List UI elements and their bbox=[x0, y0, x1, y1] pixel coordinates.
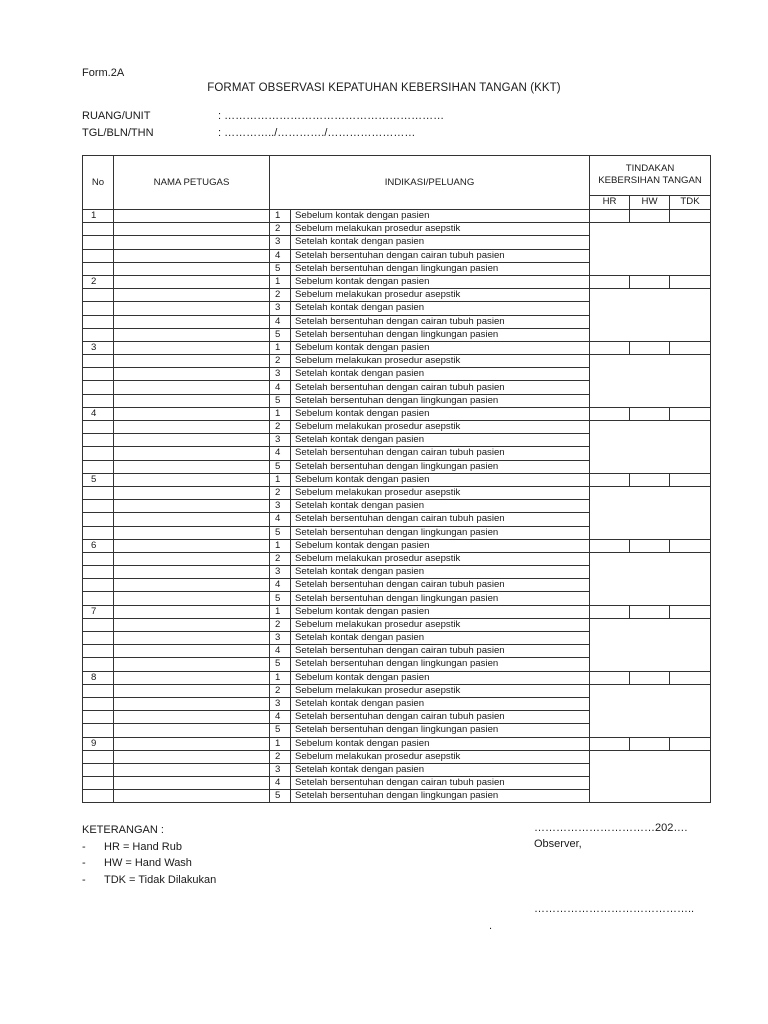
table-row bbox=[83, 605, 711, 618]
tdk-checkbox-cell[interactable] bbox=[670, 275, 711, 288]
row-number-empty bbox=[83, 513, 114, 526]
tdk-checkbox-cell[interactable] bbox=[670, 407, 711, 420]
nama-petugas-cell[interactable] bbox=[114, 750, 270, 763]
row-number-empty bbox=[83, 645, 114, 658]
indikasi-number: 1 bbox=[270, 671, 291, 684]
tindakan-merged-cell bbox=[590, 486, 711, 539]
indikasi-text: Sebelum melakukan prosedur asepstik bbox=[291, 684, 590, 697]
nama-petugas-cell[interactable] bbox=[114, 381, 270, 394]
indikasi-number: 4 bbox=[270, 381, 291, 394]
nama-petugas-cell[interactable] bbox=[114, 711, 270, 724]
table-row bbox=[83, 750, 711, 763]
table-row bbox=[83, 486, 711, 499]
tdk-checkbox-cell[interactable] bbox=[670, 605, 711, 618]
table-row bbox=[83, 552, 711, 565]
indikasi-number: 5 bbox=[270, 262, 291, 275]
indikasi-text: Setelah bersentuhan dengan lingkungan pasien bbox=[291, 724, 590, 737]
indikasi-text: Sebelum melakukan prosedur asepstik bbox=[291, 355, 590, 368]
indikasi-number: 3 bbox=[270, 697, 291, 710]
table-row bbox=[83, 210, 711, 223]
nama-petugas-cell[interactable] bbox=[114, 500, 270, 513]
indikasi-text: Setelah bersentuhan dengan cairan tubuh pasien bbox=[291, 711, 590, 724]
nama-petugas-cell[interactable] bbox=[114, 355, 270, 368]
header-tindakan: TINDAKAN KEBERSIHAN TANGAN bbox=[590, 156, 711, 196]
row-number-empty bbox=[83, 368, 114, 381]
row-number-empty bbox=[83, 763, 114, 776]
row-number-empty bbox=[83, 289, 114, 302]
indikasi-number: 5 bbox=[270, 394, 291, 407]
indikasi-number: 2 bbox=[270, 421, 291, 434]
indikasi-text: Sebelum kontak dengan pasien bbox=[291, 407, 590, 420]
row-number-empty bbox=[83, 262, 114, 275]
row-number-empty bbox=[83, 302, 114, 315]
indikasi-number: 1 bbox=[270, 605, 291, 618]
table-row bbox=[83, 223, 711, 236]
indikasi-number: 1 bbox=[270, 473, 291, 486]
indikasi-text: Sebelum melakukan prosedur asepstik bbox=[291, 750, 590, 763]
row-number-empty bbox=[83, 592, 114, 605]
date-label: TGL/BLN/THN bbox=[82, 127, 154, 139]
indikasi-text: Sebelum kontak dengan pasien bbox=[291, 275, 590, 288]
indikasi-number: 5 bbox=[270, 790, 291, 803]
nama-petugas-cell[interactable] bbox=[114, 236, 270, 249]
indikasi-number: 3 bbox=[270, 566, 291, 579]
table-row bbox=[83, 289, 711, 302]
header-hr: HR bbox=[590, 195, 630, 209]
indikasi-text: Setelah bersentuhan dengan cairan tubuh pasien bbox=[291, 645, 590, 658]
indikasi-text: Sebelum melakukan prosedur asepstik bbox=[291, 552, 590, 565]
indikasi-text: Setelah bersentuhan dengan lingkungan pasien bbox=[291, 394, 590, 407]
indikasi-number: 4 bbox=[270, 447, 291, 460]
header-no: No bbox=[83, 156, 114, 210]
row-number-empty bbox=[83, 486, 114, 499]
indikasi-number: 4 bbox=[270, 777, 291, 790]
tindakan-merged-cell bbox=[590, 750, 711, 803]
row-number-empty bbox=[83, 328, 114, 341]
indikasi-text: Sebelum melakukan prosedur asepstik bbox=[291, 223, 590, 236]
row-number: 9 bbox=[83, 737, 114, 750]
hw-checkbox-cell[interactable] bbox=[630, 210, 670, 223]
nama-petugas-cell[interactable] bbox=[114, 684, 270, 697]
indikasi-number: 4 bbox=[270, 579, 291, 592]
legend-dash: - bbox=[82, 873, 86, 886]
hr-checkbox-cell[interactable] bbox=[590, 210, 630, 223]
tindakan-merged-cell bbox=[590, 684, 711, 737]
nama-petugas-cell[interactable] bbox=[114, 421, 270, 434]
row-number: 5 bbox=[83, 473, 114, 486]
row-number-empty bbox=[83, 632, 114, 645]
table-row bbox=[83, 275, 711, 288]
table-row bbox=[83, 421, 711, 434]
hr-checkbox-cell[interactable] bbox=[590, 737, 630, 750]
indikasi-number: 2 bbox=[270, 289, 291, 302]
row-number: 3 bbox=[83, 341, 114, 354]
row-number-empty bbox=[83, 552, 114, 565]
nama-petugas-cell[interactable] bbox=[114, 328, 270, 341]
nama-petugas-cell[interactable] bbox=[114, 407, 270, 420]
hw-checkbox-cell[interactable] bbox=[630, 539, 670, 552]
row-number-empty bbox=[83, 355, 114, 368]
indikasi-number: 3 bbox=[270, 763, 291, 776]
indikasi-text: Sebelum kontak dengan pasien bbox=[291, 671, 590, 684]
indikasi-number: 3 bbox=[270, 302, 291, 315]
nama-petugas-cell[interactable] bbox=[114, 262, 270, 275]
indikasi-number: 3 bbox=[270, 632, 291, 645]
nama-petugas-cell[interactable] bbox=[114, 790, 270, 803]
nama-petugas-cell[interactable] bbox=[114, 341, 270, 354]
row-number-empty bbox=[83, 315, 114, 328]
tindakan-merged-cell bbox=[590, 289, 711, 342]
hw-checkbox-cell[interactable] bbox=[630, 605, 670, 618]
nama-petugas-cell[interactable] bbox=[114, 605, 270, 618]
signature-line-field[interactable]: …………………………………….. bbox=[534, 903, 695, 915]
nama-petugas-cell[interactable] bbox=[114, 249, 270, 262]
indikasi-text: Sebelum kontak dengan pasien bbox=[291, 210, 590, 223]
indikasi-number: 1 bbox=[270, 341, 291, 354]
indikasi-text: Setelah bersentuhan dengan cairan tubuh pasien bbox=[291, 447, 590, 460]
indikasi-text: Sebelum melakukan prosedur asepstik bbox=[291, 618, 590, 631]
indikasi-number: 4 bbox=[270, 315, 291, 328]
header-nama-petugas: NAMA PETUGAS bbox=[114, 156, 270, 210]
indikasi-text: Sebelum kontak dengan pasien bbox=[291, 473, 590, 486]
nama-petugas-cell[interactable] bbox=[114, 671, 270, 684]
tindakan-merged-cell bbox=[590, 355, 711, 408]
ruang-unit-field[interactable]: : …………………………………………………… bbox=[218, 110, 445, 122]
row-number-empty bbox=[83, 658, 114, 671]
nama-petugas-cell[interactable] bbox=[114, 394, 270, 407]
indikasi-text: Setelah bersentuhan dengan lingkungan pasien bbox=[291, 790, 590, 803]
table-row bbox=[83, 684, 711, 697]
indikasi-number: 4 bbox=[270, 513, 291, 526]
indikasi-text: Setelah bersentuhan dengan lingkungan pasien bbox=[291, 526, 590, 539]
indikasi-number: 2 bbox=[270, 552, 291, 565]
date-field[interactable]: : …………../…………./…………………… bbox=[218, 127, 416, 139]
indikasi-text: Setelah bersentuhan dengan lingkungan pasien bbox=[291, 328, 590, 341]
header-hw: HW bbox=[630, 195, 670, 209]
row-number-empty bbox=[83, 460, 114, 473]
indikasi-number: 3 bbox=[270, 236, 291, 249]
keterangan-legend bbox=[82, 822, 216, 888]
table-row bbox=[83, 671, 711, 684]
indikasi-number: 2 bbox=[270, 486, 291, 499]
nama-petugas-cell[interactable] bbox=[114, 368, 270, 381]
observation-table bbox=[82, 155, 711, 803]
nama-petugas-cell[interactable] bbox=[114, 645, 270, 658]
tdk-checkbox-cell[interactable] bbox=[670, 210, 711, 223]
row-number-empty bbox=[83, 381, 114, 394]
indikasi-text: Setelah bersentuhan dengan cairan tubuh pasien bbox=[291, 513, 590, 526]
indikasi-text: Sebelum melakukan prosedur asepstik bbox=[291, 486, 590, 499]
indikasi-text: Setelah kontak dengan pasien bbox=[291, 566, 590, 579]
nama-petugas-cell[interactable] bbox=[114, 632, 270, 645]
row-number: 2 bbox=[83, 275, 114, 288]
indikasi-number: 3 bbox=[270, 368, 291, 381]
nama-petugas-cell[interactable] bbox=[114, 592, 270, 605]
hw-checkbox-cell[interactable] bbox=[630, 407, 670, 420]
legend-hw: HW = Hand Wash bbox=[104, 857, 192, 869]
nama-petugas-cell[interactable] bbox=[114, 763, 270, 776]
row-number: 4 bbox=[83, 407, 114, 420]
row-number-empty bbox=[83, 618, 114, 631]
indikasi-text: Setelah bersentuhan dengan lingkungan pasien bbox=[291, 262, 590, 275]
indikasi-number: 3 bbox=[270, 500, 291, 513]
hr-checkbox-cell[interactable] bbox=[590, 473, 630, 486]
legend-hr: HR = Hand Rub bbox=[104, 840, 182, 853]
row-number: 8 bbox=[83, 671, 114, 684]
row-number-empty bbox=[83, 684, 114, 697]
indikasi-text: Setelah bersentuhan dengan cairan tubuh pasien bbox=[291, 777, 590, 790]
hr-checkbox-cell[interactable] bbox=[590, 605, 630, 618]
row-number-empty bbox=[83, 236, 114, 249]
indikasi-number: 4 bbox=[270, 249, 291, 262]
indikasi-number: 5 bbox=[270, 328, 291, 341]
hr-checkbox-cell[interactable] bbox=[590, 539, 630, 552]
indikasi-text: Setelah kontak dengan pasien bbox=[291, 368, 590, 381]
hw-checkbox-cell[interactable] bbox=[630, 341, 670, 354]
nama-petugas-cell[interactable] bbox=[114, 618, 270, 631]
indikasi-text: Setelah kontak dengan pasien bbox=[291, 500, 590, 513]
table-row bbox=[83, 473, 711, 486]
nama-petugas-cell[interactable] bbox=[114, 315, 270, 328]
table-row bbox=[83, 539, 711, 552]
row-number-empty bbox=[83, 777, 114, 790]
stray-dot: . bbox=[489, 920, 493, 932]
indikasi-number: 5 bbox=[270, 658, 291, 671]
indikasi-number: 5 bbox=[270, 592, 291, 605]
indikasi-text: Sebelum melakukan prosedur asepstik bbox=[291, 421, 590, 434]
tindakan-merged-cell bbox=[590, 421, 711, 474]
legend-dash: - bbox=[82, 857, 86, 869]
form-code: Form.2A bbox=[82, 67, 125, 79]
tindakan-merged-cell bbox=[590, 552, 711, 605]
indikasi-number: 2 bbox=[270, 355, 291, 368]
indikasi-number: 4 bbox=[270, 711, 291, 724]
indikasi-text: Sebelum kontak dengan pasien bbox=[291, 341, 590, 354]
indikasi-text: Setelah bersentuhan dengan lingkungan pasien bbox=[291, 460, 590, 473]
row-number-empty bbox=[83, 421, 114, 434]
indikasi-text: Sebelum kontak dengan pasien bbox=[291, 539, 590, 552]
row-number-empty bbox=[83, 697, 114, 710]
hr-checkbox-cell[interactable] bbox=[590, 341, 630, 354]
legend-dash: - bbox=[82, 840, 86, 853]
row-number-empty bbox=[83, 394, 114, 407]
nama-petugas-cell[interactable] bbox=[114, 566, 270, 579]
row-number: 6 bbox=[83, 539, 114, 552]
signature-date-field[interactable]: ……………………………202…. bbox=[534, 822, 688, 834]
tdk-checkbox-cell[interactable] bbox=[670, 671, 711, 684]
indikasi-number: 1 bbox=[270, 275, 291, 288]
row-number-empty bbox=[83, 711, 114, 724]
nama-petugas-cell[interactable] bbox=[114, 513, 270, 526]
nama-petugas-cell[interactable] bbox=[114, 460, 270, 473]
document-title: FORMAT OBSERVASI KEPATUHAN KEBERSIHAN TANGAN (KKT) bbox=[207, 82, 561, 94]
row-number: 7 bbox=[83, 605, 114, 618]
keterangan-title: KETERANGAN : bbox=[82, 824, 164, 836]
header-tdk: TDK bbox=[670, 195, 711, 209]
nama-petugas-cell[interactable] bbox=[114, 658, 270, 671]
indikasi-number: 2 bbox=[270, 223, 291, 236]
row-number-empty bbox=[83, 566, 114, 579]
nama-petugas-cell[interactable] bbox=[114, 210, 270, 223]
nama-petugas-cell[interactable] bbox=[114, 579, 270, 592]
indikasi-number: 5 bbox=[270, 460, 291, 473]
tdk-checkbox-cell[interactable] bbox=[670, 539, 711, 552]
tindakan-merged-cell bbox=[590, 223, 711, 276]
table-row bbox=[83, 355, 711, 368]
row-number-empty bbox=[83, 447, 114, 460]
nama-petugas-cell[interactable] bbox=[114, 473, 270, 486]
hw-checkbox-cell[interactable] bbox=[630, 671, 670, 684]
indikasi-number: 2 bbox=[270, 618, 291, 631]
indikasi-text: Setelah kontak dengan pasien bbox=[291, 763, 590, 776]
tdk-checkbox-cell[interactable] bbox=[670, 737, 711, 750]
nama-petugas-cell[interactable] bbox=[114, 289, 270, 302]
indikasi-text: Setelah bersentuhan dengan cairan tubuh pasien bbox=[291, 579, 590, 592]
indikasi-number: 1 bbox=[270, 210, 291, 223]
table-row bbox=[83, 341, 711, 354]
hr-checkbox-cell[interactable] bbox=[590, 671, 630, 684]
indikasi-text: Sebelum kontak dengan pasien bbox=[291, 737, 590, 750]
row-number-empty bbox=[83, 434, 114, 447]
row-number-empty bbox=[83, 526, 114, 539]
indikasi-number: 5 bbox=[270, 724, 291, 737]
indikasi-text: Setelah kontak dengan pasien bbox=[291, 697, 590, 710]
row-number: 1 bbox=[83, 210, 114, 223]
nama-petugas-cell[interactable] bbox=[114, 486, 270, 499]
row-number-empty bbox=[83, 790, 114, 803]
table-row bbox=[83, 618, 711, 631]
nama-petugas-cell[interactable] bbox=[114, 737, 270, 750]
indikasi-number: 2 bbox=[270, 684, 291, 697]
observer-label: Observer, bbox=[534, 838, 582, 850]
row-number-empty bbox=[83, 223, 114, 236]
row-number-empty bbox=[83, 724, 114, 737]
tindakan-merged-cell bbox=[590, 618, 711, 671]
indikasi-text: Setelah bersentuhan dengan lingkungan pasien bbox=[291, 658, 590, 671]
hw-checkbox-cell[interactable] bbox=[630, 737, 670, 750]
indikasi-number: 3 bbox=[270, 434, 291, 447]
hw-checkbox-cell[interactable] bbox=[630, 275, 670, 288]
indikasi-number: 1 bbox=[270, 539, 291, 552]
indikasi-number: 4 bbox=[270, 645, 291, 658]
hr-checkbox-cell[interactable] bbox=[590, 407, 630, 420]
indikasi-text: Setelah bersentuhan dengan cairan tubuh pasien bbox=[291, 249, 590, 262]
row-number-empty bbox=[83, 249, 114, 262]
row-number-empty bbox=[83, 500, 114, 513]
row-number-empty bbox=[83, 750, 114, 763]
hr-checkbox-cell[interactable] bbox=[590, 275, 630, 288]
indikasi-text: Setelah kontak dengan pasien bbox=[291, 236, 590, 249]
table-row bbox=[83, 737, 711, 750]
legend-tdk: TDK = Tidak Dilakukan bbox=[104, 873, 217, 886]
indikasi-text: Setelah kontak dengan pasien bbox=[291, 434, 590, 447]
nama-petugas-cell[interactable] bbox=[114, 777, 270, 790]
indikasi-text: Setelah bersentuhan dengan lingkungan pasien bbox=[291, 592, 590, 605]
indikasi-number: 5 bbox=[270, 526, 291, 539]
table-row bbox=[83, 407, 711, 420]
nama-petugas-cell[interactable] bbox=[114, 724, 270, 737]
nama-petugas-cell[interactable] bbox=[114, 302, 270, 315]
indikasi-text: Setelah kontak dengan pasien bbox=[291, 632, 590, 645]
indikasi-text: Setelah bersentuhan dengan cairan tubuh pasien bbox=[291, 381, 590, 394]
nama-petugas-cell[interactable] bbox=[114, 539, 270, 552]
indikasi-text: Setelah kontak dengan pasien bbox=[291, 302, 590, 315]
hw-checkbox-cell[interactable] bbox=[630, 473, 670, 486]
indikasi-text: Sebelum kontak dengan pasien bbox=[291, 605, 590, 618]
nama-petugas-cell[interactable] bbox=[114, 697, 270, 710]
header-indikasi: INDIKASI/PELUANG bbox=[270, 156, 590, 210]
nama-petugas-cell[interactable] bbox=[114, 526, 270, 539]
indikasi-number: 2 bbox=[270, 750, 291, 763]
ruang-unit-label: RUANG/UNIT bbox=[82, 110, 151, 122]
row-number-empty bbox=[83, 579, 114, 592]
nama-petugas-cell[interactable] bbox=[114, 552, 270, 565]
nama-petugas-cell[interactable] bbox=[114, 275, 270, 288]
tdk-checkbox-cell[interactable] bbox=[670, 341, 711, 354]
indikasi-text: Sebelum melakukan prosedur asepstik bbox=[291, 289, 590, 302]
nama-petugas-cell[interactable] bbox=[114, 434, 270, 447]
nama-petugas-cell[interactable] bbox=[114, 447, 270, 460]
indikasi-number: 1 bbox=[270, 737, 291, 750]
indikasi-number: 1 bbox=[270, 407, 291, 420]
nama-petugas-cell[interactable] bbox=[114, 223, 270, 236]
indikasi-text: Setelah bersentuhan dengan cairan tubuh pasien bbox=[291, 315, 590, 328]
tdk-checkbox-cell[interactable] bbox=[670, 473, 711, 486]
